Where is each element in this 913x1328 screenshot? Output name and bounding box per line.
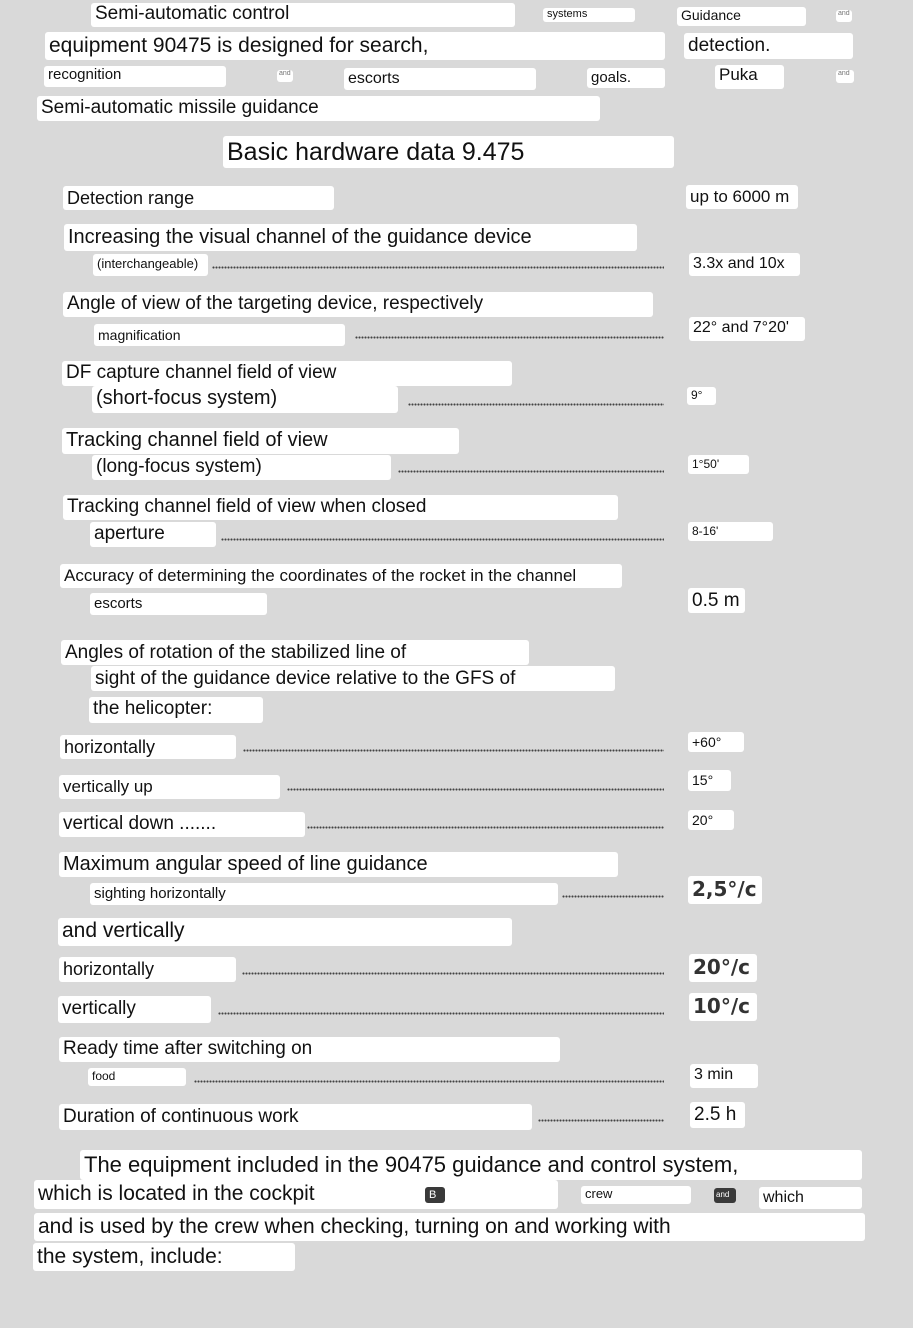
spec-value: 2,5°/c — [688, 876, 762, 904]
spec-value: 2.5 h — [690, 1102, 745, 1128]
closing-word: which — [759, 1187, 862, 1209]
leader-dots — [218, 1012, 664, 1015]
spec-label: the helicopter: — [89, 697, 263, 723]
closing-word: B — [425, 1187, 445, 1203]
intro-word: Semi-automatic missile guidance — [37, 96, 600, 121]
leader-dots — [287, 788, 664, 791]
spec-label: DF capture channel field of view — [62, 361, 512, 386]
leader-dots — [307, 826, 664, 829]
intro-word: goals. — [587, 68, 665, 88]
spec-label: Ready time after switching on — [59, 1037, 560, 1062]
spec-value: 9° — [687, 387, 716, 405]
spec-value: 0.5 m — [688, 588, 745, 613]
leader-dots — [562, 895, 664, 898]
leader-dots — [221, 538, 664, 541]
spec-value: +60° — [688, 732, 744, 752]
leader-dots — [408, 403, 664, 406]
spec-value: 20°/c — [689, 954, 757, 982]
spec-label: aperture — [90, 522, 216, 547]
leader-dots — [212, 266, 664, 269]
spec-label: Angles of rotation of the stabilized line of — [61, 640, 529, 665]
leader-dots — [242, 972, 664, 975]
spec-label: sighting horizontally — [90, 883, 558, 905]
intro-word: and — [836, 10, 852, 22]
spec-label: Tracking channel field of view when closed — [63, 495, 618, 520]
intro-word: escorts — [344, 68, 536, 90]
closing-line: the system, include: — [33, 1243, 295, 1271]
spec-label: Accuracy of determining the coordinates of the rocket in the channel — [60, 564, 622, 588]
leader-dots — [194, 1080, 664, 1083]
spec-label: and vertically — [58, 918, 512, 946]
spec-value: 20° — [688, 810, 734, 830]
spec-label: escorts — [90, 593, 267, 615]
leader-dots — [538, 1119, 664, 1122]
closing-line: and is used by the crew when checking, turning on and working with — [34, 1213, 865, 1241]
closing-word: crew — [581, 1186, 691, 1204]
spec-label: Increasing the visual channel of the guidance device — [64, 224, 637, 251]
intro-word: Semi-automatic control — [91, 3, 515, 27]
spec-label: vertically up — [59, 775, 280, 799]
spec-label: food — [88, 1068, 186, 1086]
spec-value: 3.3x and 10x — [689, 253, 800, 276]
spec-label: magnification — [94, 324, 345, 346]
closing-word: and — [714, 1188, 736, 1203]
spec-label: horizontally — [60, 735, 236, 759]
closing-line: which is located in the cockpit — [34, 1180, 558, 1209]
spec-value: 3 min — [690, 1064, 758, 1088]
spec-label: (long-focus system) — [92, 455, 391, 480]
leader-dots — [243, 749, 664, 752]
spec-value: 22° and 7°20' — [689, 317, 805, 341]
section-heading: Basic hardware data 9.475 — [223, 136, 674, 168]
leader-dots — [355, 336, 664, 339]
spec-label: vertical down ....... — [59, 812, 305, 837]
intro-word: detection. — [684, 33, 853, 59]
spec-label: Tracking channel field of view — [62, 428, 459, 454]
intro-word: and — [277, 70, 293, 82]
spec-value: 8-16' — [688, 522, 773, 541]
spec-value: 15° — [688, 770, 731, 791]
intro-word: equipment 90475 is designed for search, — [45, 32, 665, 60]
intro-word: and — [836, 70, 854, 83]
closing-line: The equipment included in the 90475 guidance and control system, — [80, 1150, 862, 1180]
spec-label: Duration of continuous work — [59, 1104, 532, 1130]
spec-label: Angle of view of the targeting device, respectively — [63, 292, 653, 317]
spec-label: vertically — [58, 996, 211, 1023]
spec-value: 1°50' — [688, 455, 749, 474]
leader-dots — [398, 470, 664, 473]
intro-word: systems — [543, 8, 635, 22]
intro-word: Guidance — [677, 7, 806, 26]
spec-label: (interchangeable) — [93, 254, 208, 276]
spec-value: up to 6000 m — [686, 185, 798, 209]
spec-label: horizontally — [59, 957, 236, 982]
spec-label: (short-focus system) — [92, 386, 398, 413]
spec-label: Maximum angular speed of line guidance — [59, 852, 618, 877]
spec-label: Detection range — [63, 186, 334, 210]
intro-word: Puka — [715, 65, 784, 89]
spec-label: sight of the guidance device relative to the GFS of — [91, 666, 615, 691]
spec-value: 10°/c — [689, 993, 757, 1021]
intro-word: recognition — [44, 66, 226, 87]
